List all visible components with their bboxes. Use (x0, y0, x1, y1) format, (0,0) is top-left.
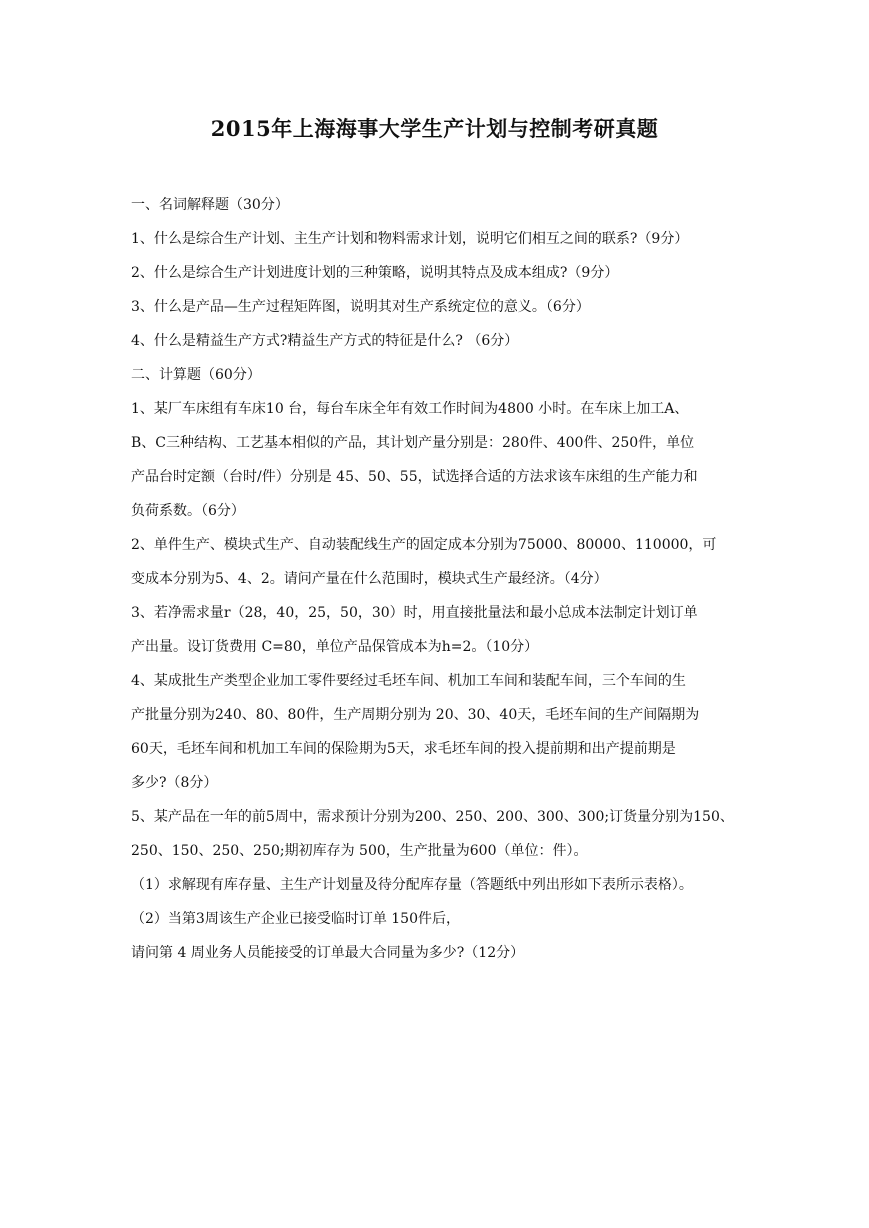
question-2-3-line-1: 3、若净需求量r（28，40，25，50，30）时，用直接批量法和最小总成本法制定计划订单 (131, 605, 698, 621)
question-2-4-line-2: 产批量分别为240、80、80件，生产周期分别为 20、30、40天，毛坯车间的生产间隔期为 (131, 707, 700, 723)
question-2-4-line-4: 多少?（8分） (131, 775, 218, 791)
question-1-4: 4、什么是精益生产方式?精益生产方式的特征是什么? （6分） (131, 333, 519, 349)
document-body (131, 188, 741, 970)
question-2-5-line-1: 5、某产品在一年的前5周中，需求预计分别为200、250、200、300、300;订货量分别为150、 (131, 809, 734, 825)
question-2-1-line-1: 1、某厂车床组有车床10 台，每台车床全年有效工作时间为4800 小时。在车床上加工A、 (131, 401, 689, 417)
question-2-2-line-1: 2、单件生产、模块式生产、自动装配线生产的固定成本分别为75000、80000、110000，可 (131, 537, 717, 553)
document-title: 2015年上海海事大学生产计划与控制考研真题 (210, 116, 659, 141)
question-2-2-line-2: 变成本分别为5、4、2。请问产量在什么范围时，模块式生产最经济。（4分） (131, 571, 608, 587)
question-2-5-part-2: （2）当第3周该生产企业已接受临时订单 150件后， (131, 911, 460, 927)
question-2-5-part-2-cont: 请问第 4 周业务人员能接受的订单最大合同量为多少?（12分） (131, 945, 525, 961)
question-1-3: 3、什么是产品—生产过程矩阵图，说明其对生产系统定位的意义。（6分） (131, 299, 590, 315)
question-2-1-line-2: B、C三种结构、工艺基本相似的产品，其计划产量分别是：280件、400件、250件，单位 (131, 435, 695, 451)
question-2-3-line-2: 产出量。设订货费用 C=80，单位产品保管成本为h=2。（10分） (131, 639, 539, 655)
question-2-4-line-1: 4、某成批生产类型企业加工零件要经过毛坯车间、机加工车间和装配车间，三个车间的生 (131, 673, 686, 689)
question-2-5-part-1: （1）求解现有库存量、主生产计划量及待分配库存量（答题纸中列出形如下表所示表格）。 (131, 877, 693, 893)
section-heading-definitions: 一、名词解释题（30分） (131, 197, 289, 213)
question-2-5-line-2: 250、150、250、250;期初库存为 500，生产批量为600（单位：件）。 (131, 843, 588, 859)
question-1-1: 1、什么是综合生产计划、主生产计划和物料需求计划，说明它们相互之间的联系?（9分） (131, 231, 689, 247)
question-2-4-line-3: 60天，毛坯车间和机加工车间的保险期为5天，求毛坯车间的投入提前期和出产提前期是 (131, 741, 676, 757)
question-2-1-line-3: 产品台时定额（台时/件）分别是 45、50、55，试选择合适的方法求该车床组的生产能力和 (131, 469, 698, 485)
question-1-2: 2、什么是综合生产计划进度计划的三种策略，说明其特点及成本组成?（9分） (131, 265, 619, 281)
section-heading-calculation: 二、计算题（60分） (131, 367, 261, 383)
question-2-1-line-4: 负荷系数。（6分） (131, 503, 245, 519)
